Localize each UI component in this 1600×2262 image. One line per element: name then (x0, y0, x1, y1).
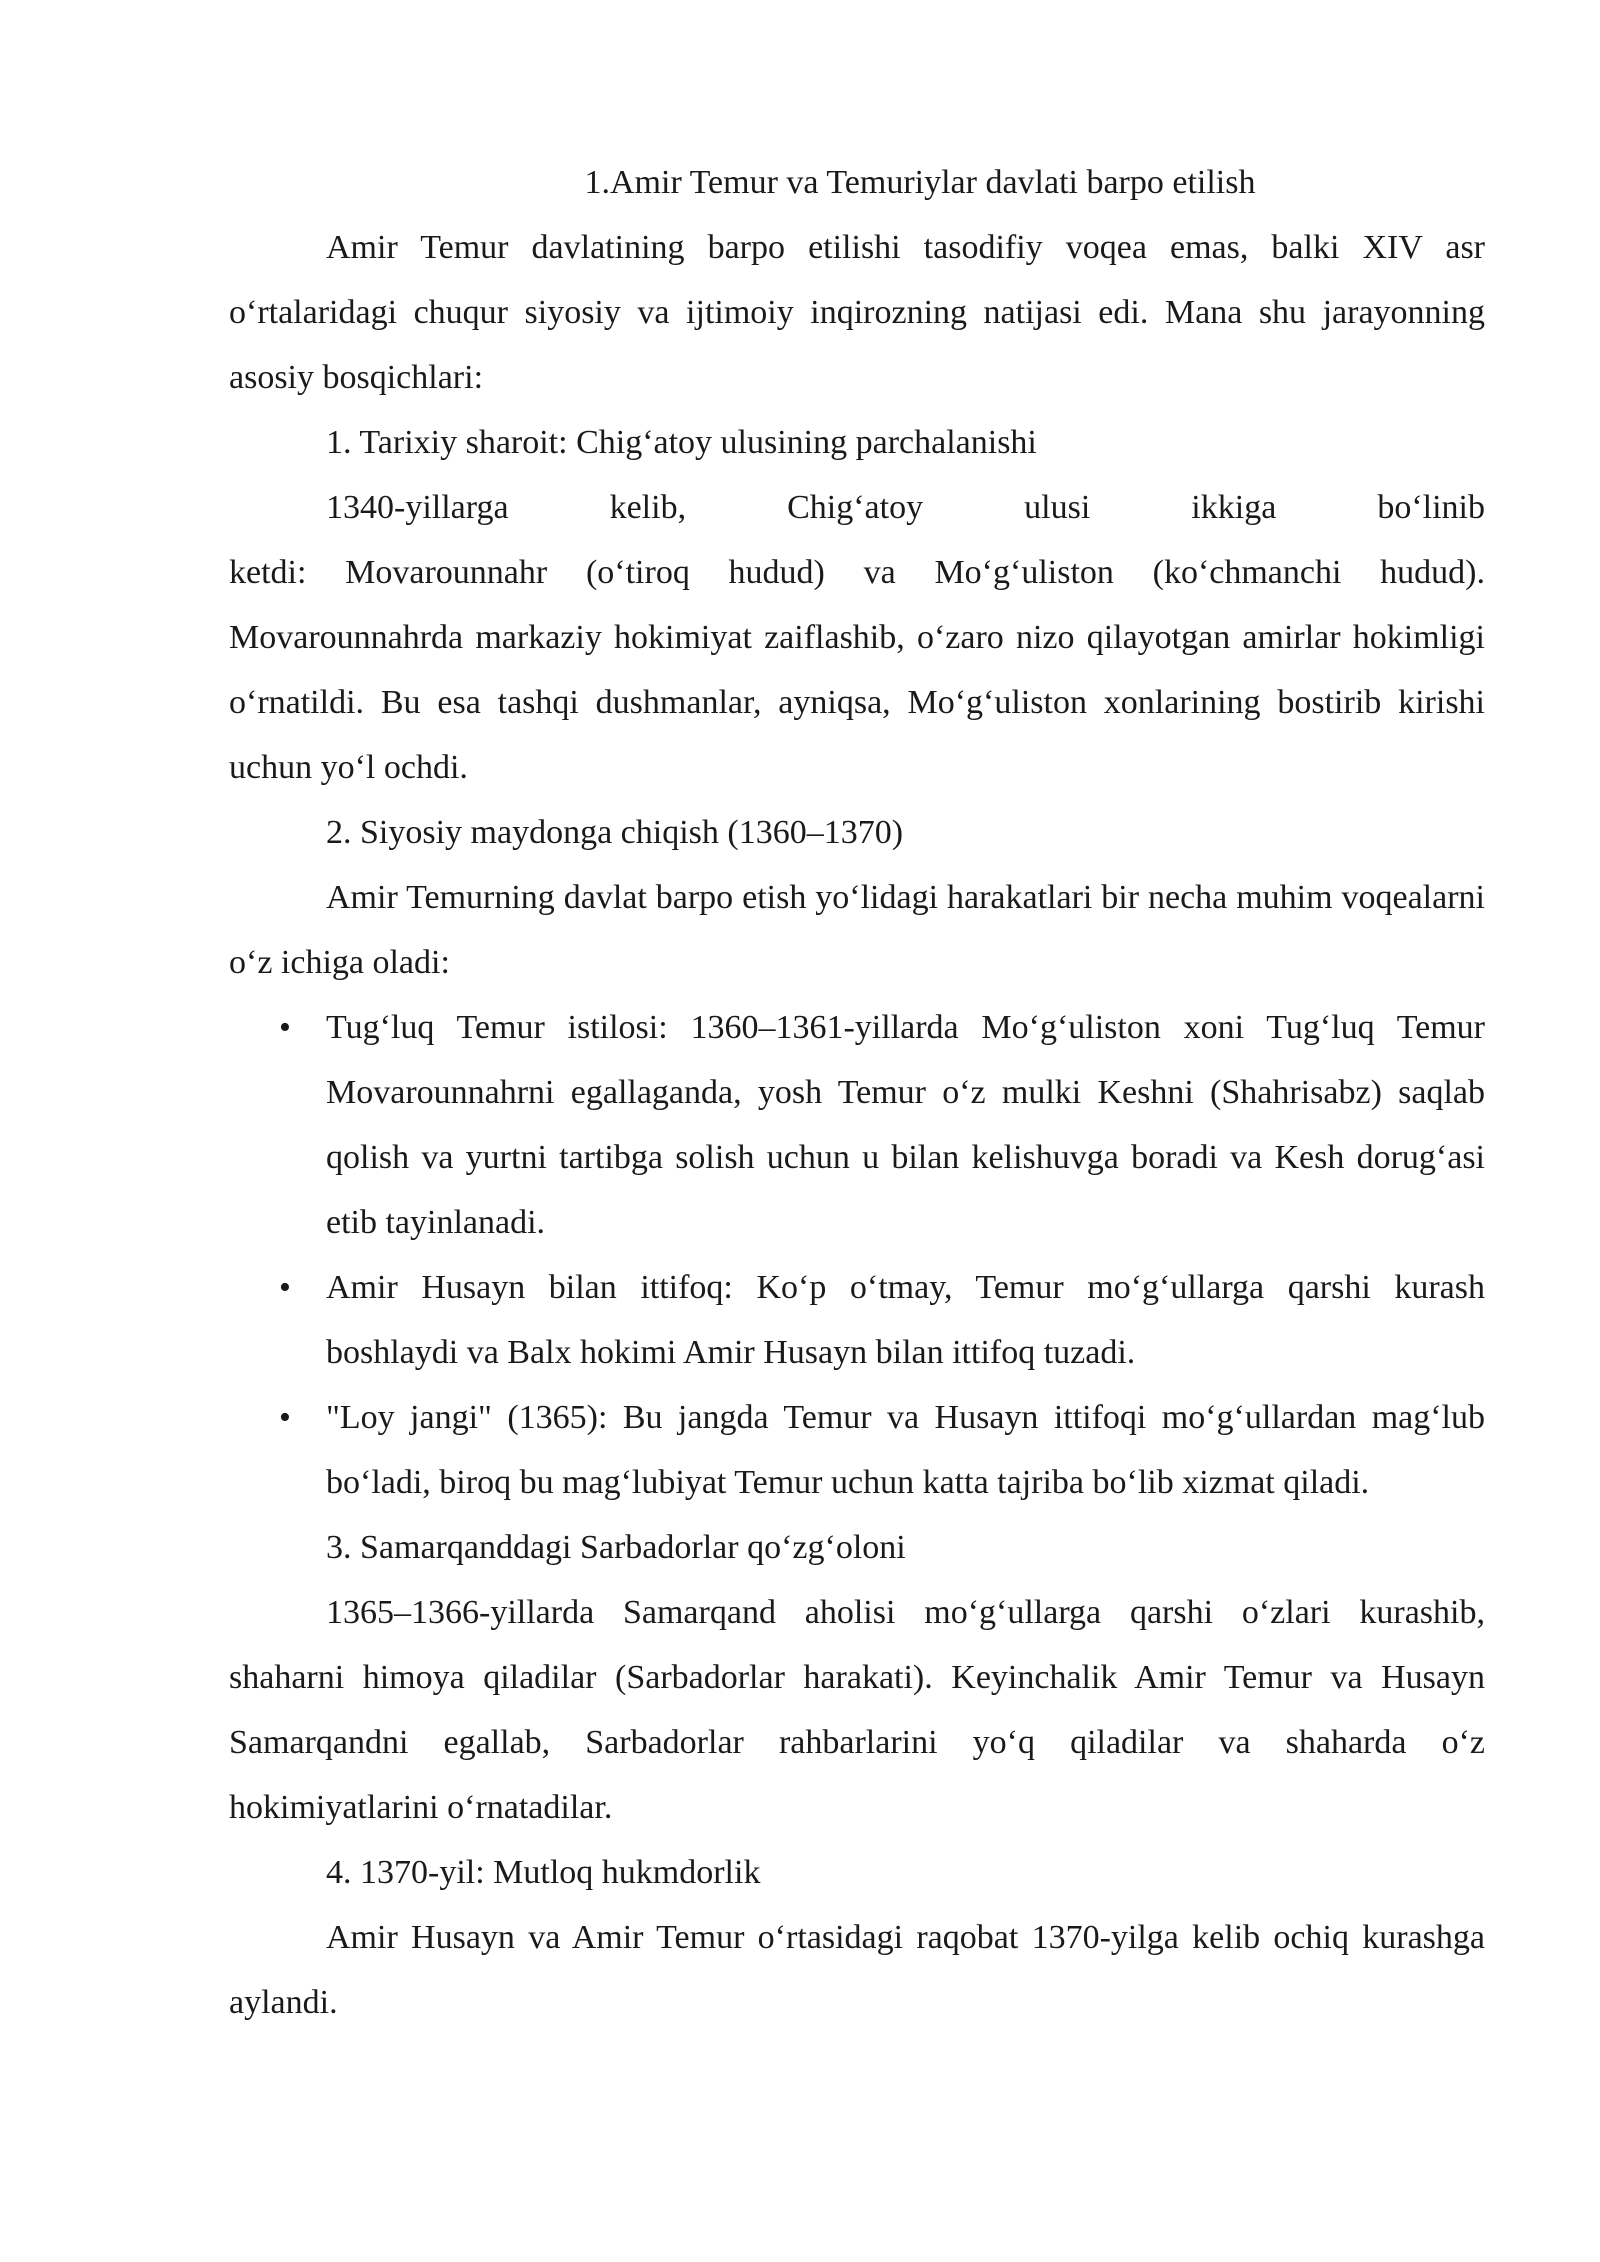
list-item (229, 1385, 1485, 1515)
list-item (229, 1255, 1485, 1385)
bullet-marker: • (279, 1009, 291, 1046)
list-item-text: Tug‘luq Temur istilosi: 1360–1361-yillarda Mo‘g‘uliston xoni Tug‘luq Temur Movarounnahrni egallaganda, yosh Temur o‘z mulki Keshni (Shahrisabz) saqlab qolish va yurtni tartibga solish uchun u bilan kelishuvga boradi va Kesh dorug‘asi etib tayinlanadi. (326, 1009, 1485, 1241)
events-list (229, 995, 1485, 1515)
section-4-paragraph: Amir Husayn va Amir Temur o‘rtasidagi raqobat 1370-yilga kelib ochiq kurashga aylandi. (229, 1919, 1485, 2021)
document-page (229, 150, 1485, 2035)
section-1-line-1: 1340-yillarga kelib, Chig‘atoy ulusi ikkiga bo‘linib (326, 489, 1485, 526)
section-2-intro: Amir Temurning davlat barpo etish yo‘lidagi harakatlari bir necha muhim voqealarni o‘z ichiga oladi: (229, 879, 1485, 981)
list-item (229, 995, 1485, 1255)
section-1-paragraph: Movarounnahrda markaziy hokimiyat zaiflashib, o‘zaro nizo qilayotgan amirlar hokimligi o‘rnatildi. Bu esa tashqi dushmanlar, ayniqsa, Mo‘g‘uliston xonlarining bostirib kirishi uchun yo‘l ochdi. (229, 619, 1485, 786)
list-item-text: Amir Husayn bilan ittifoq: Ko‘p o‘tmay, Temur mo‘g‘ullarga qarshi kurash boshlaydi va Balx hokimi Amir Husayn bilan ittifoq tuzadi. (326, 1269, 1485, 1371)
intro-paragraph: Amir Temur davlatining barpo etilishi tasodifiy voqea emas, balki XIV asr o‘rtalaridagi chuqur siyosiy va ijtimoiy inqirozning natijasi edi. Mana shu jarayonning asosiy bosqichlari: (229, 229, 1485, 396)
section-4-heading: 4. 1370-yil: Mutloq hukmdorlik (326, 1854, 761, 1891)
section-1-line-2: ketdi: Movarounnahr (o‘tiroq hudud) va Mo‘g‘uliston (ko‘chmanchi hudud). (229, 554, 1485, 591)
section-3-heading: 3. Samarqanddagi Sarbadorlar qo‘zg‘oloni (326, 1529, 906, 1566)
section-2-heading: 2. Siyosiy maydonga chiqish (1360–1370) (326, 814, 904, 851)
document-title: 1.Amir Temur va Temuriylar davlati barpo etilish (584, 164, 1256, 201)
list-item-text: "Loy jangi" (1365): Bu jangda Temur va Husayn ittifoqi mo‘g‘ullardan mag‘lub bo‘ladi, biroq bu mag‘lubiyat Temur uchun katta tajriba bo‘lib xizmat qiladi. (326, 1399, 1485, 1501)
bullet-marker: • (279, 1269, 291, 1306)
section-1-heading: 1. Tarixiy sharoit: Chig‘atoy ulusining parchalanishi (326, 424, 1037, 461)
section-3-paragraph: 1365–1366-yillarda Samarqand aholisi mo‘g‘ullarga qarshi o‘zlari kurashib, shaharni himoya qiladilar (Sarbadorlar harakati). Keyinchalik Amir Temur va Husayn Samarqandni egallab, Sarbadorlar rahbarlarini yo‘q qiladilar va shaharda o‘z hokimiyatlarini o‘rnatadilar. (229, 1594, 1485, 1826)
bullet-marker: • (279, 1399, 291, 1436)
